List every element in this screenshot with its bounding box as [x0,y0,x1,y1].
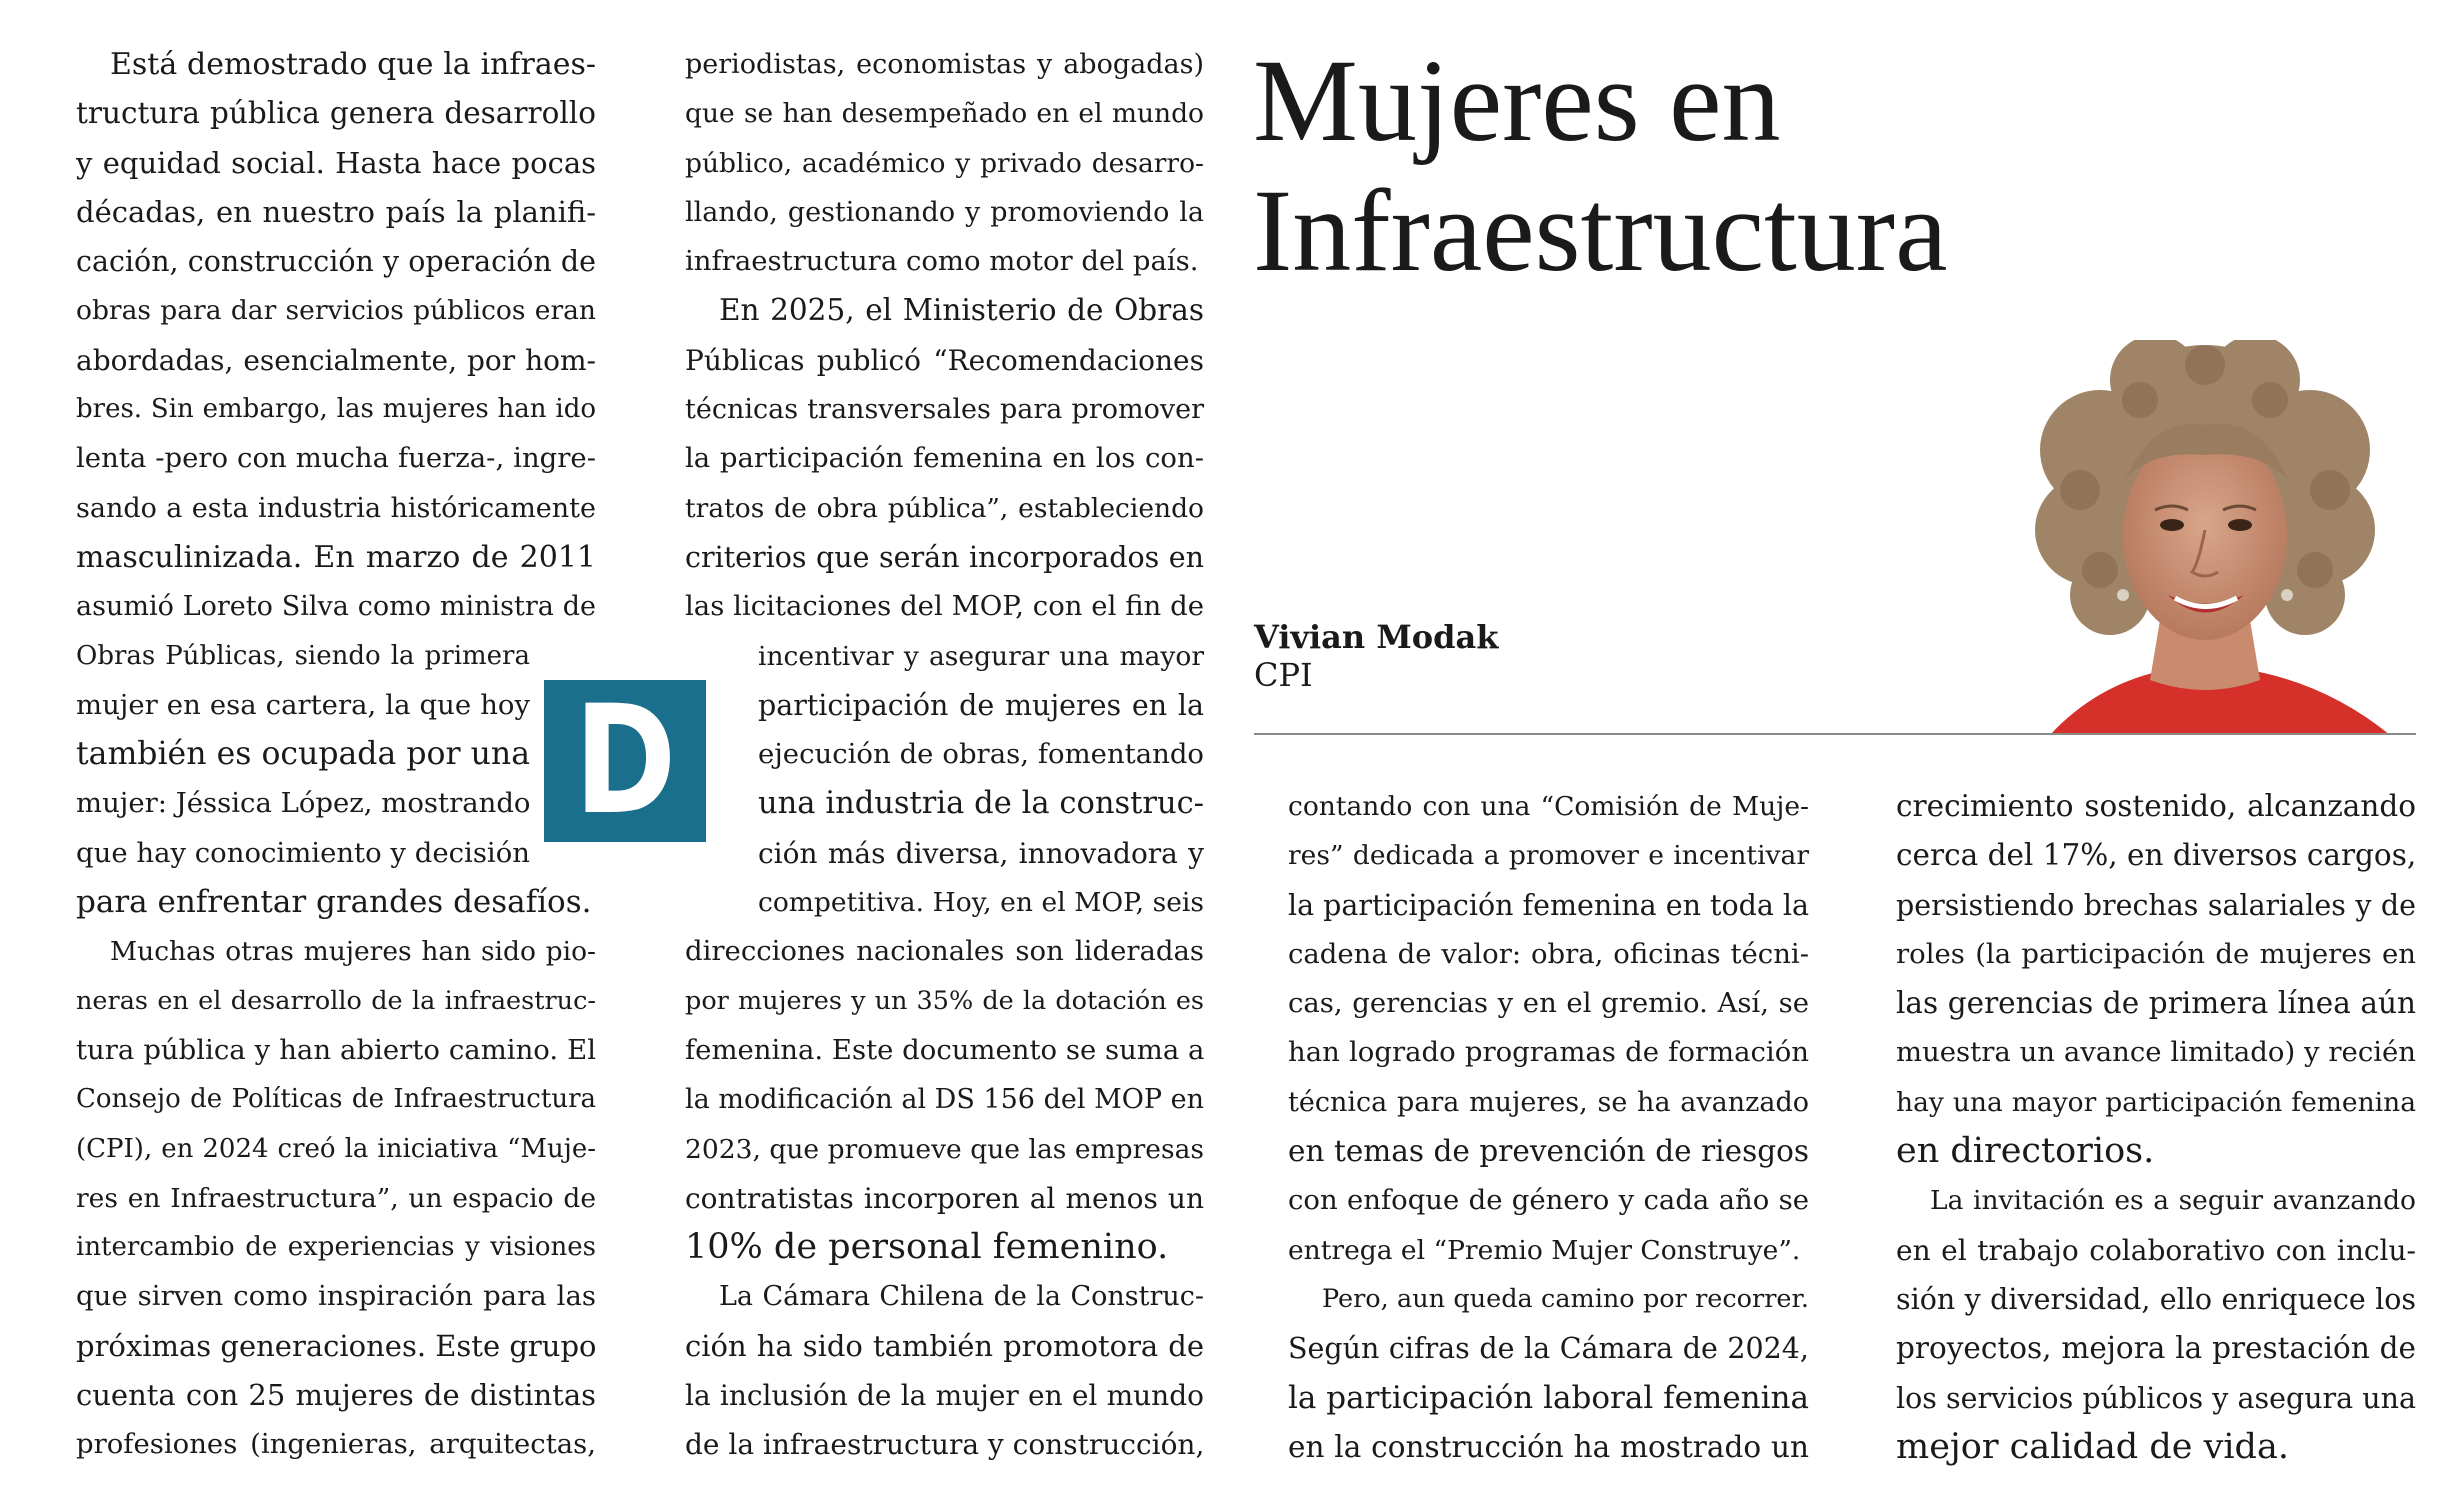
text-line: la participación laboral femenina [1288,1379,1809,1416]
text-line: participación de mujeres en la [758,688,1204,722]
text-line: en la construcción ha mostrado un [1288,1429,1809,1464]
text-line: competitiva. Hoy, en el MOP, seis [758,887,1204,919]
text-line: cuenta con 25 mujeres de distintas [76,1378,596,1413]
text-line: por mujeres y un 35% de la dotación es [685,985,1204,1016]
author-name: Vivian Modak [1254,618,1499,656]
text-line: tratos de obra pública”, estableciendo [685,492,1204,524]
author-block [1254,618,1498,694]
article-column-2 [651,40,1204,1470]
text-line: La invitación es a seguir avanzando [1930,1185,2416,1217]
headline-line-2: Infraestructura [1253,165,1948,296]
text-line: contando con una “Comisión de Muje- [1288,791,1809,822]
paragraph [1254,1275,1809,1472]
text-line: bres. Sin embargo, las mujeres han ido [76,394,596,425]
text-line: llando, gestionando y promoviendo la [685,196,1204,228]
text-line: res” dedicada a promover e incentivar [1288,840,1809,872]
text-line: próximas generaciones. Este grupo [76,1328,597,1363]
text-line: han logrado programas de formación [1288,1036,1809,1069]
author-portrait [1990,340,2420,735]
text-line: La Cámara Chilena de la Construc- [719,1281,1204,1313]
text-line: crecimiento sostenido, alcanzando [1896,789,2416,823]
text-line: 2023, que promueve que las empresas [685,1133,1204,1165]
drop-cap-letter: D [573,674,677,848]
text-line: res en Infraestructura”, un espacio de [76,1182,596,1214]
text-line: roles (la participación de mujeres en [1896,937,2416,970]
text-line: abordadas, esencialmente, por hom- [76,343,596,377]
text-line: en el trabajo colaborativo con inclu- [1896,1233,2416,1267]
text-line: que sirven como inspiración para las [76,1280,596,1313]
text-line: la inclusión de la mujer en el mundo [685,1379,1204,1413]
text-line: sión y diversidad, ello enriquece los [1896,1282,2416,1316]
text-line: ción ha sido también promotora de [685,1328,1204,1363]
paragraph [42,40,596,927]
article-column-3 [1254,782,1809,1472]
text-line: femenina. Este documento se suma a [685,1033,1205,1066]
text-line: ejecución de obras, fomentando [758,738,1204,771]
paragraph [651,1272,1204,1469]
text-line: asumió Loreto Silva como ministra de [76,591,596,623]
text-line: mejor calidad de vida. [1896,1426,2289,1467]
text-line: Públicas publicó “Recomendaciones [685,343,1204,377]
paragraph [651,286,1204,1272]
text-line: mujer: Jéssica López, mostrando [76,787,531,820]
text-line: técnica para mujeres, se ha avanzado [1288,1086,1809,1118]
text-line: para enfrentar grandes desafíos. [76,884,592,921]
text-line: que hay conocimiento y decisión [76,836,530,869]
text-line: (CPI), en 2024 creó la iniciativa “Muje- [76,1133,596,1164]
text-line: con enfoque de género y cada año se [1288,1184,1809,1217]
text-line: y equidad social. Hasta hace pocas [76,145,596,180]
text-line: Según cifras de la Cámara de 2024, [1288,1332,1809,1366]
text-line: la participación femenina en los con- [685,442,1204,475]
text-line: masculinizada. En marzo de 2011 [76,539,596,575]
text-line: Está demostrado que la infraes- [110,47,596,82]
text-line: también es ocupada por una [76,736,530,773]
text-line: tura pública y han abierto camino. El [76,1033,596,1066]
byline-divider [1254,733,2416,735]
text-line: incentivar y asegurar una mayor [758,640,1204,672]
text-line: periodistas, economistas y abogadas) [685,49,1204,80]
text-line: entrega el “Premio Mujer Construye”. [1288,1234,1801,1266]
text-line: contratistas incorporen al menos un [685,1181,1204,1215]
text-line: persistiendo brechas salariales y de [1896,888,2416,922]
paragraph [1254,782,1809,1275]
text-line: en temas de prevención de riesgos [1288,1134,1809,1169]
text-line: las gerencias de primera línea aún [1896,986,2416,1021]
text-line: intercambio de experiencias y visiones [76,1232,596,1263]
text-line: hay una mayor participación femenina [1896,1086,2416,1118]
text-line: en directorios. [1896,1131,2155,1172]
author-org: CPI [1254,656,1313,694]
text-line: obras para dar servicios públicos eran [76,295,596,327]
article-column-4 [1862,782,2416,1472]
text-line: Obras Públicas, siendo la primera [76,640,530,671]
text-line: técnicas transversales para promover [685,394,1204,426]
text-line: de la infraestructura y construcción, [685,1428,1205,1462]
text-line: cadena de valor: obra, oficinas técni- [1288,937,1809,970]
text-line: direcciones nacionales son lideradas [685,935,1204,968]
headline [1253,36,2073,296]
text-line: público, académico y privado desarro- [685,147,1204,179]
text-line: muestra un avance limitado) y recién [1896,1036,2416,1069]
text-line: cación, construcción y operación de [76,245,596,279]
text-line: Muchas otras mujeres han sido pio- [110,936,596,968]
headline-line-1: Mujeres en [1253,35,1781,166]
paragraph [651,40,1204,286]
text-line: que se han desempeñado en el mundo [685,98,1204,130]
text-line: sando a esta industria históricamente [76,492,596,524]
paragraph [1862,1176,2416,1472]
text-line: 10% de personal femenino. [685,1227,1169,1268]
text-line: cas, gerencias y en el gremio. Así, se [1288,987,1809,1020]
article-column-1 [42,40,596,1470]
text-line: la modificación al DS 156 del MOP en [685,1084,1204,1116]
text-line: Consejo de Políticas de Infraestructura [76,1084,596,1115]
paragraph [1862,782,2416,1176]
text-line: cerca del 17%, en diversos cargos, [1896,838,2417,873]
text-line: criterios que serán incorporados en [685,540,1204,574]
text-line: ción más diversa, innovadora y [758,836,1204,870]
text-line: una industria de la construc- [758,786,1204,822]
text-line: profesiones (ingenieras, arquitectas, [76,1428,596,1461]
text-line: lenta -pero con mucha fuerza-, ingre- [76,442,596,475]
text-line: décadas, en nuestro país la planifi- [76,194,596,229]
text-line: las licitaciones del MOP, con el fin de [685,590,1204,623]
text-line: los servicios públicos y asegura una [1896,1381,2416,1415]
paragraph [42,927,596,1469]
text-line: mujer en esa cartera, la que hoy [76,688,530,721]
text-line: En 2025, el Ministerio de Obras [719,293,1204,328]
text-line: neras en el desarrollo de la infraestruc- [76,985,596,1016]
text-line: proyectos, mejora la prestación de [1896,1331,2416,1366]
text-line: Pero, aun queda camino por recorrer. [1322,1283,1809,1314]
text-line: infraestructura como motor del país. [685,245,1199,278]
text-line: la participación femenina en toda la [1288,888,1810,922]
text-line: tructura pública genera desarrollo [76,96,596,131]
